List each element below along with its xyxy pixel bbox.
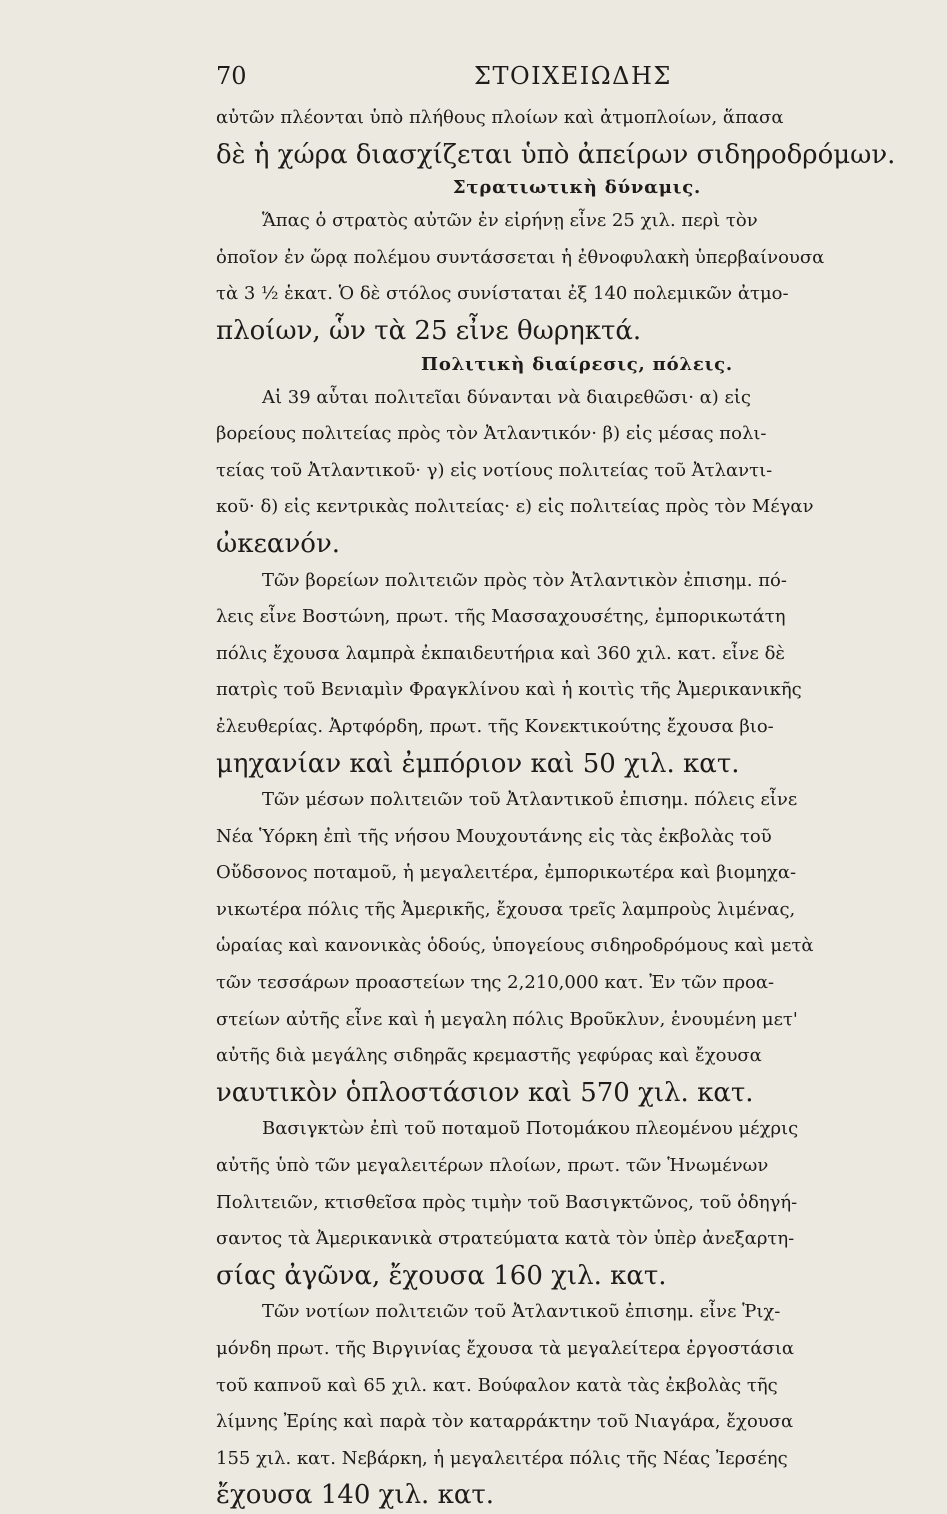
text-line: σίας ἀγῶνα, ἔχουσα 160 χιλ. κατ.: [216, 1260, 667, 1291]
text-line: Βασιγκτὼν ἐπὶ τοῦ ποταμοῦ Ποτομάκου πλεομένου μέχρις: [262, 1118, 799, 1140]
text-line: λίμνης Ἐρίης καὶ παρὰ τὸν καταρράκτην τοῦ Νιαγάρα, ἔχουσα: [216, 1411, 794, 1433]
text-line: ναυτικὸν ὁπλοστάσιον καὶ 570 χιλ. κατ.: [216, 1077, 754, 1108]
text-line: Αἱ 39 αὗται πολιτεῖαι δύνανται νὰ διαιρεθῶσι· α) εἰς: [262, 386, 752, 408]
text-line: βορείους πολιτείας πρὸς τὸν Ἀτλαντικόν· β) εἰς μέσας πολι-: [216, 423, 767, 445]
text-line: Τῶν βορείων πολιτειῶν πρὸς τὸν Ἀτλαντικὸν ἐπισημ. πό-: [262, 569, 787, 591]
text-line: αὐτῆς ὑπὸ τῶν μεγαλειτέρων πλοίων, πρωτ. τῶν Ἡνωμένων: [216, 1155, 769, 1177]
page-header: [216, 62, 916, 94]
body-text: [216, 100, 938, 1514]
text-line: στείων αὐτῆς εἶνε καὶ ἡ μεγαλη πόλις Βροῦκλυν, ἑνουμένη μετ': [216, 1008, 798, 1030]
section-heading: Πολιτικὴ διαίρεσις, πόλεις.: [421, 353, 733, 375]
text-line: μηχανίαν καὶ ἐμπόριον καὶ 50 χιλ. κατ.: [216, 748, 740, 779]
text-line: τείας τοῦ Ἀτλαντικοῦ· γ) εἰς νοτίους πολιτείας τοῦ Ἀτλαντι-: [216, 459, 773, 481]
text-line: Πολιτειῶν, κτισθεῖσα πρὸς τιμὴν τοῦ Βασιγκτῶνος, τοῦ ὁδηγή-: [216, 1191, 798, 1213]
text-line: 155 χιλ. κατ. Νεβάρκη, ἡ μεγαλειτέρα πόλις τῆς Νέας Ἰερσέης: [216, 1447, 788, 1469]
text-line: Οὔδσονος ποταμοῦ, ἡ μεγαλειτέρα, ἐμπορικωτέρα καὶ βιομηχα-: [216, 862, 797, 884]
text-line: πατρὶς τοῦ Βενιαμὶν Φραγκλίνου καὶ ἡ κοιτὶς τῆς Ἀμερικανικῆς: [216, 679, 802, 701]
text-line: δὲ ἡ χώρα διασχίζεται ὑπὸ ἀπείρων σιδηροδρόμων.: [216, 139, 896, 170]
text-line: αὐτῆς διὰ μεγάλης σιδηρᾶς κρεμαστῆς γεφύρας καὶ ἔχουσα: [216, 1045, 762, 1067]
text-line: σαντος τὰ Ἀμερικανικὰ στρατεύματα κατὰ τὸν ὑπὲρ ἀνεξαρτη-: [216, 1228, 795, 1250]
text-line: τὰ 3 ½ ἑκατ. Ὁ δὲ στόλος συνίσταται ἐξ 140 πολεμικῶν ἀτμο-: [216, 283, 789, 305]
page-number: 70: [216, 62, 247, 90]
text-line: πόλις ἔχουσα λαμπρὰ ἐκπαιδευτήρια καὶ 360 χιλ. κατ. εἶνε δὲ: [216, 642, 786, 664]
text-line: Ἅπας ὁ στρατὸς αὐτῶν ἐν εἰρήνῃ εἶνε 25 χιλ. περὶ τὸν: [262, 210, 758, 232]
text-line: Τῶν νοτίων πολιτειῶν τοῦ Ἀτλαντικοῦ ἐπισημ. εἶνε Ῥιχ-: [262, 1301, 781, 1323]
text-line: μόνδη πρωτ. τῆς Βιργινίας ἔχουσα τὰ μεγαλείτερα ἐργοστάσια: [216, 1338, 795, 1359]
text-line: ὡραίας καὶ κανονικὰς ὁδούς, ὑπογείους σιδηροδρόμους καὶ μετὰ: [216, 935, 814, 957]
text-line: ὠκεανόν.: [216, 528, 341, 559]
text-line: αὐτῶν πλέονται ὑπὸ πλήθους πλοίων καὶ ἀτμοπλοίων, ἅπασα: [216, 107, 784, 128]
running-title: ΣΤΟΙΧΕΙΩΔΗΣ: [474, 62, 672, 90]
text-line: νικωτέρα πόλις τῆς Ἀμερικῆς, ἔχουσα τρεῖς λαμπροὺς λιμένας,: [216, 898, 796, 920]
text-line: τοῦ καπνοῦ καὶ 65 χιλ. κατ. Βούφαλον κατὰ τὰς ἐκβολὰς τῆς: [216, 1374, 778, 1396]
text-line: ἔχουσα 140 χιλ. κατ.: [216, 1480, 495, 1511]
text-line: ἐλευθερίας. Ἀρτφόρδη, πρωτ. τῆς Κονεκτικούτης ἔχουσα βιο-: [216, 715, 774, 737]
text-line: κοῦ· δ) εἰς κεντρικὰς πολιτείας· ε) εἰς πολιτείας πρὸς τὸν Μέγαν: [216, 496, 814, 518]
section-heading: Στρατιωτικὴ δύναμις.: [452, 177, 702, 199]
text-line: Τῶν μέσων πολιτειῶν τοῦ Ἀτλαντικοῦ ἐπισημ. πόλεις εἶνε: [262, 789, 798, 811]
text-line: λεις εἶνε Βοστώνη, πρωτ. τῆς Μασσαχουσέτης, ἐμπορικωτάτη: [216, 606, 786, 628]
text-line: Νέα Ὑόρκη ἐπὶ τῆς νήσου Μουχουτάνης εἰς τὰς ἐκβολὰς τοῦ: [216, 825, 772, 847]
text-line: ὁποῖον ἐν ὥρᾳ πολέμου συντάσσεται ἡ ἐθνοφυλακὴ ὑπερβαίνουσα: [216, 246, 825, 268]
text-line: πλοίων, ὧν τὰ 25 εἶνε θωρηκτά.: [216, 315, 642, 346]
text-line: τῶν τεσσάρων προαστείων της 2,210,000 κατ. Ἐν τῶν προα-: [216, 972, 775, 994]
